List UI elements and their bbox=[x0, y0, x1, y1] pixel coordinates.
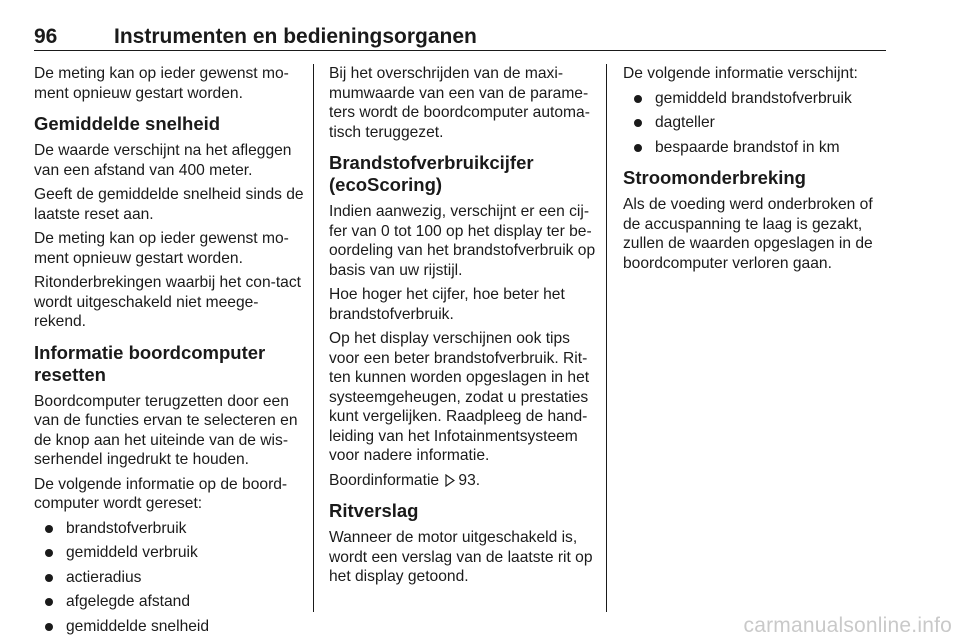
paragraph-avg-1: De waarde verschijnt na het afleggen van een afstand van 400 meter. bbox=[34, 142, 292, 179]
heading-ecoscoring: Brandstofverbruikcijfer (ecoScoring) bbox=[329, 152, 534, 195]
page-header bbox=[34, 26, 886, 51]
reference-text: Boordinformatie bbox=[329, 471, 440, 489]
paragraph-avg-4: Ritonderbrekingen waarbij het con-tact wordt uitgeschakeld niet meege-rekend. bbox=[34, 274, 301, 330]
paragraph-eco-3: Op het display verschijnen ook tips voor een beter brandstofverbruik. Rit-ten kunnen worden opgeslagen in het systeemgeheugen, zodat u prestaties kunt vergelijken. Raadpleeg de hand-leiding van het Infotainmentsysteem voor nadere informatie. bbox=[329, 330, 590, 464]
list-item: brandstofverbruik bbox=[34, 519, 304, 539]
column-left bbox=[34, 64, 304, 635]
heading-reset: Informatie boordcomputer resetten bbox=[34, 341, 266, 385]
paragraph-avg-3: De meting kan op ieder gewenst mo-ment opnieuw gestart worden. bbox=[34, 230, 289, 267]
paragraph-info: De volgende informatie verschijnt: bbox=[623, 65, 858, 82]
heading-power-interruption: Stroomonderbreking bbox=[623, 167, 806, 188]
paragraph-eco-2: Hoe hoger het cijfer, hoe beter het brandstofverbruik. bbox=[329, 286, 565, 323]
paragraph-reset-1: Boordcomputer terugzetten door een van de functies ervan te selecteren en de knop aan het uiteinde van de wis-serhendel ingedrukt te houden. bbox=[34, 392, 298, 468]
watermark: carmanualsonline.info bbox=[743, 614, 952, 637]
paragraph-overflow: Bij het overschrijden van de maxi-mumwaarde van een van de parame-ters wordt de boordcomputer automa-tisch teruggezet. bbox=[329, 65, 590, 141]
column-middle bbox=[313, 64, 598, 612]
heading-trip-report: Ritverslag bbox=[329, 500, 419, 521]
paragraph-reset-2: De volgende informatie op de boord-computer wordt gereset: bbox=[34, 475, 288, 512]
reset-list bbox=[34, 519, 304, 637]
paragraph-power: Als de voeding werd onderbroken of de accuspanning te laag is gezakt, zullen de waarden opgeslagen in de boordcomputer verloren gaan. bbox=[623, 196, 873, 272]
paragraph-eco-1: Indien aanwezig, verschijnt er een cij-fer van 0 tot 100 op het display ter be-oordeling van het brandstofverbruik op basis van uw rijstijl. bbox=[329, 203, 596, 279]
heading-average-speed: Gemiddelde snelheid bbox=[34, 113, 221, 134]
column-right bbox=[606, 64, 886, 612]
list-item: gemiddeld verbruik bbox=[34, 543, 304, 563]
paragraph-intro: De meting kan op ieder gewenst mo-ment opnieuw gestart worden. bbox=[34, 65, 289, 102]
list-item: afgelegde afstand bbox=[34, 592, 304, 612]
page-title: Instrumenten en bedieningsorganen bbox=[114, 25, 477, 48]
paragraph-reference bbox=[329, 471, 598, 491]
page-number: 96 bbox=[34, 25, 58, 48]
paragraph-avg-2: Geeft de gemiddelde snelheid sinds de laatste reset aan. bbox=[34, 186, 304, 223]
info-list bbox=[623, 89, 886, 158]
list-item: actieradius bbox=[34, 568, 304, 588]
list-item: gemiddeld brandstofverbruik bbox=[623, 89, 886, 109]
paragraph-trip: Wanneer de motor uitgeschakeld is, wordt een verslag van de laatste rit op het display getoond. bbox=[329, 529, 593, 585]
list-item: dagteller bbox=[623, 113, 886, 133]
list-item: bespaarde brandstof in km bbox=[623, 138, 886, 158]
reference-page-link[interactable]: 93. bbox=[458, 471, 481, 489]
list-item: gemiddelde snelheid bbox=[34, 617, 304, 637]
page-reference-arrow-icon bbox=[445, 474, 455, 487]
